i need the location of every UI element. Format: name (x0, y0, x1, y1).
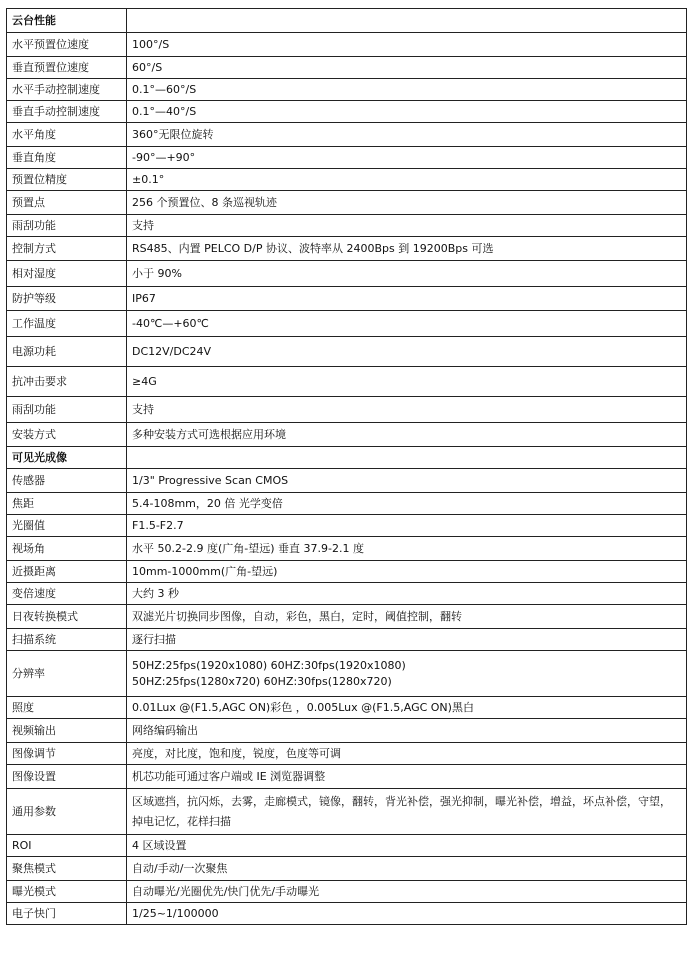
spec-value: 机芯功能可通过客户端或 IE 浏览器调整 (127, 765, 687, 789)
spec-row (7, 101, 687, 123)
spec-label: 聚焦模式 (7, 857, 127, 881)
spec-value: 10mm-1000mm(广角-望远) (127, 561, 687, 583)
spec-label: 相对湿度 (7, 261, 127, 287)
spec-value: 100°/S (127, 33, 687, 57)
spec-value: ≥4G (127, 367, 687, 397)
spec-row (7, 719, 687, 743)
spec-value: 大约 3 秒 (127, 583, 687, 605)
spec-label: 预置位精度 (7, 169, 127, 191)
spec-value: -40℃—+60℃ (127, 311, 687, 337)
spec-label: 工作温度 (7, 311, 127, 337)
spec-label: 分辨率 (7, 651, 127, 697)
spec-label: ROI (7, 835, 127, 857)
spec-value: 支持 (127, 215, 687, 237)
spec-label: 水平角度 (7, 123, 127, 147)
spec-value: 60°/S (127, 57, 687, 79)
spec-row (7, 147, 687, 169)
section-header-row (7, 9, 687, 33)
spec-row (7, 583, 687, 605)
spec-value: 支持 (127, 397, 687, 423)
section-blank-cell (127, 9, 687, 33)
spec-row (7, 493, 687, 515)
spec-value: 逐行扫描 (127, 629, 687, 651)
spec-label: 光圈值 (7, 515, 127, 537)
spec-row (7, 743, 687, 765)
spec-row (7, 423, 687, 447)
spec-value: IP67 (127, 287, 687, 311)
spec-label: 雨刮功能 (7, 215, 127, 237)
spec-label: 水平预置位速度 (7, 33, 127, 57)
section-header-row (7, 447, 687, 469)
spec-label: 图像设置 (7, 765, 127, 789)
spec-value: 网络编码输出 (127, 719, 687, 743)
spec-value: 0.1°—60°/S (127, 79, 687, 101)
spec-table-body (7, 9, 687, 925)
spec-label: 预置点 (7, 191, 127, 215)
spec-value: 小于 90% (127, 261, 687, 287)
spec-value: 360°无限位旋转 (127, 123, 687, 147)
spec-row (7, 605, 687, 629)
spec-label: 焦距 (7, 493, 127, 515)
spec-value (127, 651, 687, 697)
spec-row (7, 903, 687, 925)
spec-row (7, 123, 687, 147)
spec-value: 1/25~1/100000 (127, 903, 687, 925)
section-title: 可见光成像 (7, 447, 127, 469)
spec-value: 256 个预置位、8 条巡视轨迹 (127, 191, 687, 215)
spec-row (7, 311, 687, 337)
spec-value: 区域遮挡，抗闪烁，去雾，走廊模式，镜像，翻转，背光补偿，强光抑制，曝光补偿，增益，坏点补偿，守望，掉电记忆，花样扫描 (127, 789, 687, 835)
section-blank-cell (127, 447, 687, 469)
spec-label: 视场角 (7, 537, 127, 561)
spec-row (7, 881, 687, 903)
spec-row (7, 765, 687, 789)
spec-row (7, 57, 687, 79)
spec-value: 1/3" Progressive Scan CMOS (127, 469, 687, 493)
spec-row (7, 237, 687, 261)
spec-value: 亮度，对比度，饱和度，锐度，色度等可调 (127, 743, 687, 765)
spec-label: 电源功耗 (7, 337, 127, 367)
spec-row (7, 857, 687, 881)
spec-label: 垂直手动控制速度 (7, 101, 127, 123)
spec-row (7, 191, 687, 215)
spec-row (7, 215, 687, 237)
spec-row (7, 367, 687, 397)
spec-label: 图像调节 (7, 743, 127, 765)
spec-label: 垂直角度 (7, 147, 127, 169)
spec-label: 垂直预置位速度 (7, 57, 127, 79)
spec-row (7, 261, 687, 287)
spec-value: F1.5-F2.7 (127, 515, 687, 537)
spec-value: 多种安装方式可选根据应用环境 (127, 423, 687, 447)
spec-label: 水平手动控制速度 (7, 79, 127, 101)
spec-row (7, 469, 687, 493)
spec-label: 控制方式 (7, 237, 127, 261)
spec-row (7, 169, 687, 191)
spec-table (6, 8, 687, 925)
spec-label: 扫描系统 (7, 629, 127, 651)
spec-row (7, 79, 687, 101)
spec-row (7, 561, 687, 583)
spec-label: 抗冲击要求 (7, 367, 127, 397)
spec-value: -90°—+90° (127, 147, 687, 169)
spec-label: 安装方式 (7, 423, 127, 447)
spec-value: 水平 50.2-2.9 度(广角-望远) 垂直 37.9-2.1 度 (127, 537, 687, 561)
spec-label: 视频输出 (7, 719, 127, 743)
spec-row (7, 397, 687, 423)
spec-value-line: 50HZ:25fps(1280x720) 60HZ:30fps(1280x720) (132, 674, 392, 688)
spec-row (7, 835, 687, 857)
spec-row (7, 33, 687, 57)
spec-value: ±0.1° (127, 169, 687, 191)
spec-label: 电子快门 (7, 903, 127, 925)
spec-label: 防护等级 (7, 287, 127, 311)
spec-row (7, 287, 687, 311)
spec-row (7, 629, 687, 651)
spec-value: 0.01Lux @(F1.5,AGC ON)彩色 ，0.005Lux @(F1.5,AGC ON)黑白 (127, 697, 687, 719)
spec-value: RS485、内置 PELCO D/P 协议、波特率从 2400Bps 到 19200Bps 可选 (127, 237, 687, 261)
spec-value-line: 50HZ:25fps(1920x1080) 60HZ:30fps(1920x1080) (132, 658, 406, 672)
spec-label: 曝光模式 (7, 881, 127, 903)
spec-value: 5.4-108mm，20 倍 光学变倍 (127, 493, 687, 515)
spec-value: 自动曝光/光圈优先/快门优先/手动曝光 (127, 881, 687, 903)
spec-value: 0.1°—40°/S (127, 101, 687, 123)
spec-label: 通用参数 (7, 789, 127, 835)
spec-value: 自动/手动/一次聚焦 (127, 857, 687, 881)
spec-label: 传感器 (7, 469, 127, 493)
spec-row (7, 515, 687, 537)
spec-row (7, 789, 687, 835)
spec-row (7, 697, 687, 719)
spec-row (7, 337, 687, 367)
spec-row (7, 651, 687, 697)
spec-label: 雨刮功能 (7, 397, 127, 423)
spec-value: DC12V/DC24V (127, 337, 687, 367)
spec-label: 照度 (7, 697, 127, 719)
spec-value: 4 区域设置 (127, 835, 687, 857)
spec-value: 双滤光片切换同步图像，自动，彩色，黑白，定时，阈值控制，翻转 (127, 605, 687, 629)
spec-label: 近摄距离 (7, 561, 127, 583)
spec-label: 变倍速度 (7, 583, 127, 605)
section-title: 云台性能 (7, 9, 127, 33)
spec-label: 日夜转换模式 (7, 605, 127, 629)
spec-row (7, 537, 687, 561)
